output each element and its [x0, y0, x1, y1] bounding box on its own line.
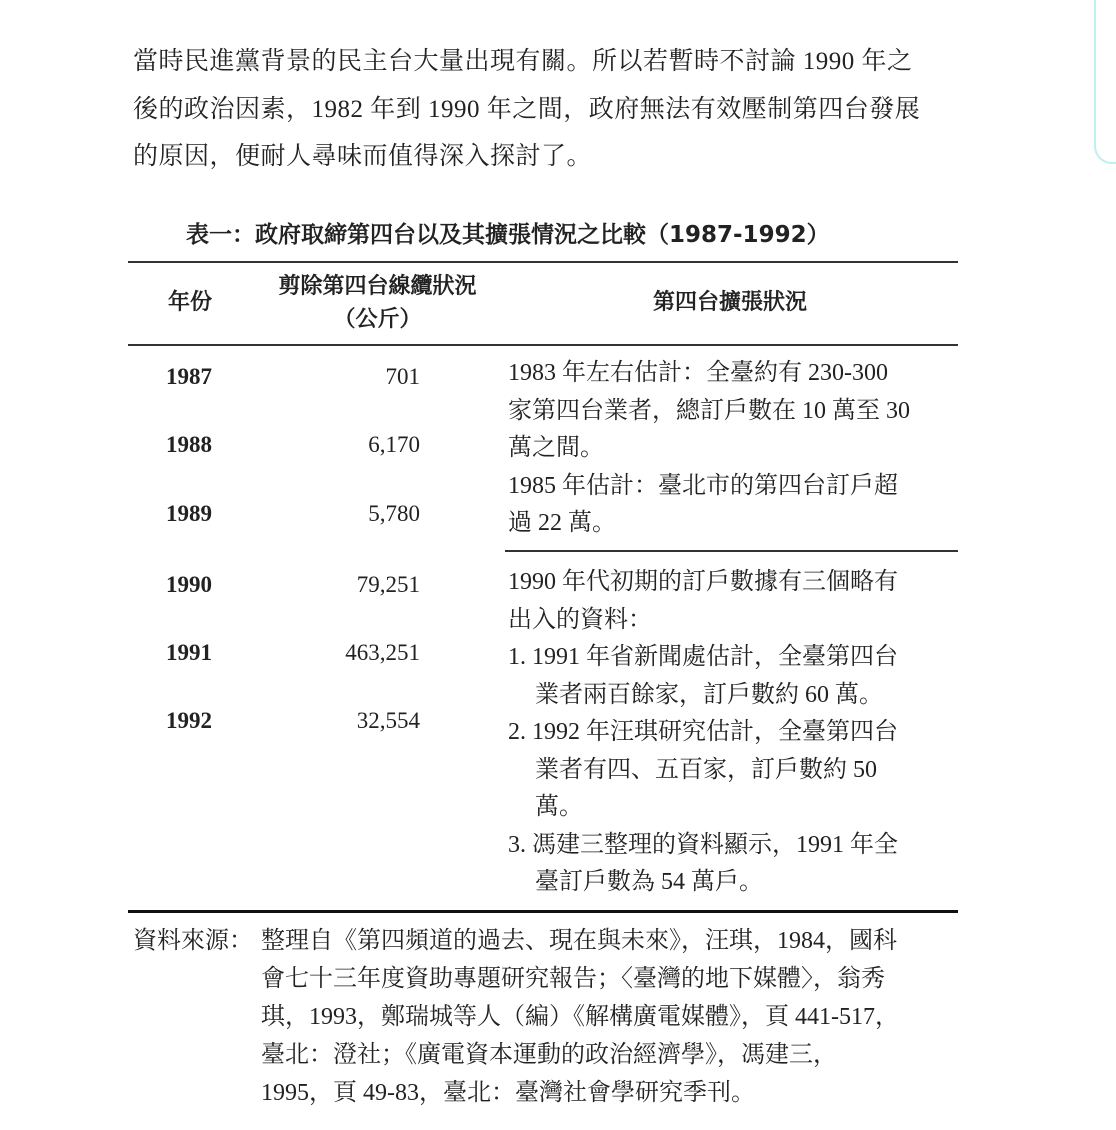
expansion-line: 2. 1992 年汪琪研究估計，全臺第四台 [508, 719, 898, 745]
source-line: 1995，頁 49-83，臺北：臺灣社會學研究季刊。 [261, 1080, 755, 1106]
header-cut [245, 270, 510, 336]
expansion-line: 家第四台業者，總訂戶數在 10 萬至 30 [508, 397, 910, 424]
expansion-line: 過 22 萬。 [508, 510, 616, 536]
expansion-line: 1985 年估計：臺北市的第四台訂戶超 [508, 472, 898, 499]
source-line: 琪，1993，鄭瑞城等人（編）《解構廣電媒體》，頁 441-517， [261, 1004, 899, 1030]
expansion-line: 萬之間。 [508, 435, 604, 461]
expansion-line: 業者兩百餘家，訂戶數約 60 萬。 [535, 681, 883, 708]
row-year: 1989 [166, 501, 212, 526]
expansion-line: 1983 年左右估計：全臺約有 230-300 [508, 360, 888, 386]
row-kg: 79,251 [356, 572, 420, 597]
paragraph-line: 的原因，便耐人尋味而值得深入探討了。 [133, 143, 593, 170]
row-kg: 701 [385, 364, 420, 389]
expansion-line: 業者有四、五百家，訂戶數約 50 [535, 756, 877, 783]
row-year: 1992 [166, 708, 212, 733]
expansion-block-1 [508, 355, 958, 543]
expansion-line: 臺訂戶數為 54 萬戶。 [535, 869, 763, 895]
expansion-line: 3. 馮建三整理的資料顯示，1991 年全 [508, 831, 898, 858]
row-kg: 32,554 [356, 708, 420, 733]
header-cut-line2: （公斤） [333, 307, 422, 332]
table-bottom-rule [128, 910, 958, 913]
expansion-line: 萬。 [535, 794, 583, 820]
body-paragraph [133, 38, 963, 181]
source-line: 會七十三年度資助專題研究報告；〈臺灣的地下媒體〉，翁秀 [261, 966, 885, 992]
row-year: 1987 [166, 364, 212, 389]
source-label: 資料來源： [133, 928, 253, 954]
row-year: 1988 [166, 432, 212, 457]
row-year: 1990 [166, 572, 212, 597]
header-expansion: 第四台擴張狀況 [652, 290, 807, 315]
source-line: 整理自《第四頻道的過去、現在與未來》，汪琪，1984，國科 [261, 928, 897, 954]
header-year: 年份 [167, 290, 212, 315]
table-top-rule [128, 261, 958, 263]
table-title: 表一：政府取締第四台以及其擴張情況之比較（1987-1992） [186, 222, 830, 248]
header-bottom-rule [128, 344, 958, 346]
row-year: 1991 [166, 640, 212, 665]
paragraph-line: 後的政治因素，1982 年到 1990 年之間，政府無法有效壓制第四台發展 [133, 95, 921, 123]
expansion-block-2 [508, 564, 958, 902]
expansion-line: 1. 1991 年省新聞處估計，全臺第四台 [508, 644, 898, 670]
expansion-line: 1990 年代初期的訂戶數據有三個略有 [508, 569, 898, 595]
expansion-line: 出入的資料： [508, 606, 652, 633]
paragraph-line: 當時民進黨背景的民主台大量出現有關。所以若暫時不討論 1990 年之 [133, 48, 913, 75]
row-kg: 5,780 [368, 501, 420, 526]
row-kg: 6,170 [368, 432, 420, 457]
expansion-divider [505, 550, 958, 552]
source-line: 臺北：澄社；《廣電資本運動的政治經濟學》，馮建三， [261, 1042, 837, 1068]
row-kg: 463,251 [345, 640, 420, 665]
page-edge-frame [1094, 0, 1116, 164]
header-cut-line1: 剪除第四台線纜狀況 [278, 274, 477, 299]
